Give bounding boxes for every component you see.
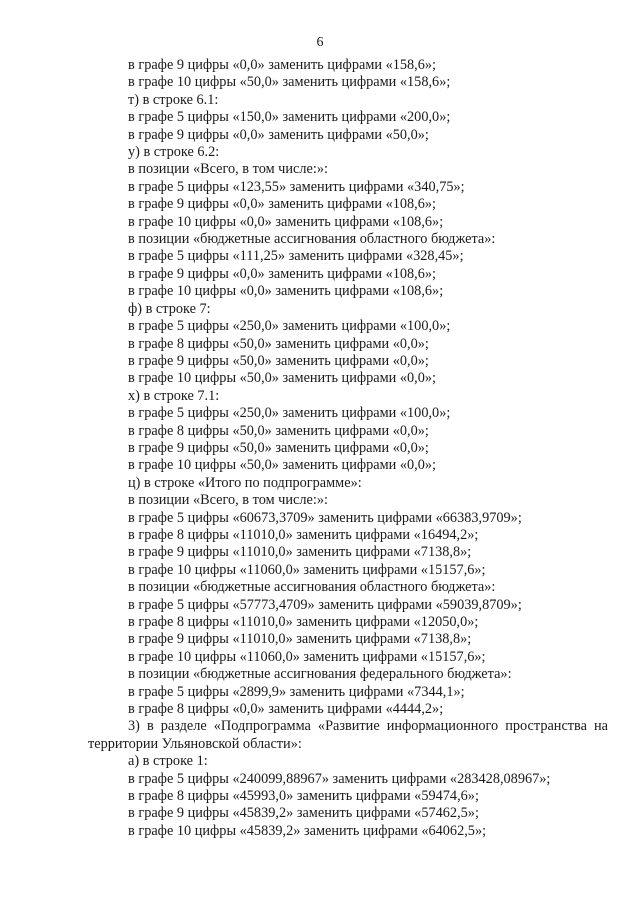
text-line: в графе 9 цифры «11010,0» заменить цифрами «7138,8»; <box>128 544 472 561</box>
text-line: в графе 5 цифры «250,0» заменить цифрами «100,0»; <box>128 405 451 422</box>
text-line: в графе 9 цифры «50,0» заменить цифрами «0,0»; <box>128 352 429 369</box>
text-line: в графе 10 цифры «50,0» заменить цифрами «158,6»; <box>128 74 451 91</box>
text-line: в графе 10 цифры «45839,2» заменить цифрами «64062,5»; <box>128 822 487 839</box>
text-line: в графе 8 цифры «11010,0» заменить цифрами «16494,2»; <box>128 526 479 543</box>
text-line: в графе 9 цифры «0,0» заменить цифрами «108,6»; <box>128 265 437 282</box>
text-line: в позиции «бюджетные ассигнования федерального бюджета»: <box>128 666 512 683</box>
text-line: в графе 8 цифры «11010,0» заменить цифрами «12050,0»; <box>128 614 479 630</box>
text-line: в позиции «Всего, в том числе:»: <box>128 161 328 178</box>
text-line: ц) в строке «Итого по подпрограмме»: <box>128 474 362 491</box>
text-line: в графе 10 цифры «50,0» заменить цифрами «0,0»; <box>128 457 437 474</box>
text-line: в графе 8 цифры «50,0» заменить цифрами «0,0»; <box>128 335 429 352</box>
text-line: ф) в строке 7: <box>128 300 211 317</box>
text-line: т) в строке 6.1: <box>128 91 219 108</box>
text-line: в графе 10 цифры «11060,0» заменить цифрами «15157,6»; <box>128 648 486 665</box>
text-line: в графе 10 цифры «11060,0» заменить цифрами «15157,6»; <box>128 561 486 578</box>
text-line: в позиции «бюджетные ассигнования областного бюджета»: <box>128 579 496 596</box>
text-line: в позиции «Всего, в том числе:»: <box>128 492 328 509</box>
page-number: 6 <box>316 35 324 50</box>
text-line: у) в строке 6.2: <box>128 144 220 161</box>
text-line: в графе 10 цифры «0,0» заменить цифрами «108,6»; <box>128 283 444 300</box>
text-line: в графе 5 цифры «2899,9» заменить цифрами «7344,1»; <box>128 683 465 700</box>
text-line: х) в строке 7.1: <box>128 387 220 404</box>
text-line: в графе 5 цифры «111,25» заменить цифрами «328,45»; <box>128 248 464 265</box>
text-line: в графе 9 цифры «11010,0» заменить цифрами «7138,8»; <box>128 631 472 648</box>
document-body <box>88 57 608 840</box>
text-line: в графе 10 цифры «50,0» заменить цифрами «0,0»; <box>128 370 437 387</box>
text-line: а) в строке 1: <box>128 753 208 770</box>
text-line: в графе 5 цифры «250,0» заменить цифрами «100,0»; <box>128 318 451 335</box>
text-line: в графе 9 цифры «0,0» заменить цифрами «108,6»; <box>128 196 437 213</box>
text-line: в графе 5 цифры «123,55» заменить цифрами «340,75»; <box>128 178 465 195</box>
text-line: в графе 10 цифры «0,0» заменить цифрами «108,6»; <box>128 213 444 230</box>
text-line: в графе 5 цифры «60673,3709» заменить цифрами «66383,9709»; <box>128 509 522 526</box>
text-line: в графе 9 цифры «0,0» заменить цифрами «50,0»; <box>128 126 429 143</box>
text-line: в графе 9 цифры «45839,2» заменить цифрами «57462,5»; <box>128 805 479 822</box>
text-line: в графе 9 цифры «0,0» заменить цифрами «158,6»; <box>128 57 437 73</box>
text-line: в графе 5 цифры «150,0» заменить цифрами «200,0»; <box>128 109 451 126</box>
text-line: в графе 8 цифры «50,0» заменить цифрами «0,0»; <box>128 422 429 439</box>
text-line: в графе 5 цифры «57773,4709» заменить цифрами «59039,8709»; <box>128 596 522 613</box>
text-line: в графе 5 цифры «240099,88967» заменить цифрами «283428,08967»; <box>128 770 551 787</box>
text-line: в позиции «бюджетные ассигнования областного бюджета»: <box>128 231 496 248</box>
text-line: в графе 8 цифры «0,0» заменить цифрами «4444,2»; <box>128 701 444 718</box>
text-line: в графе 8 цифры «45993,0» заменить цифрами «59474,6»; <box>128 788 479 805</box>
text-line: в графе 9 цифры «50,0» заменить цифрами «0,0»; <box>128 439 429 456</box>
section-paragraph: 3) в разделе «Подпрограмма «Развитие информационного пространства на территории Ульяновской области»: <box>88 718 608 752</box>
